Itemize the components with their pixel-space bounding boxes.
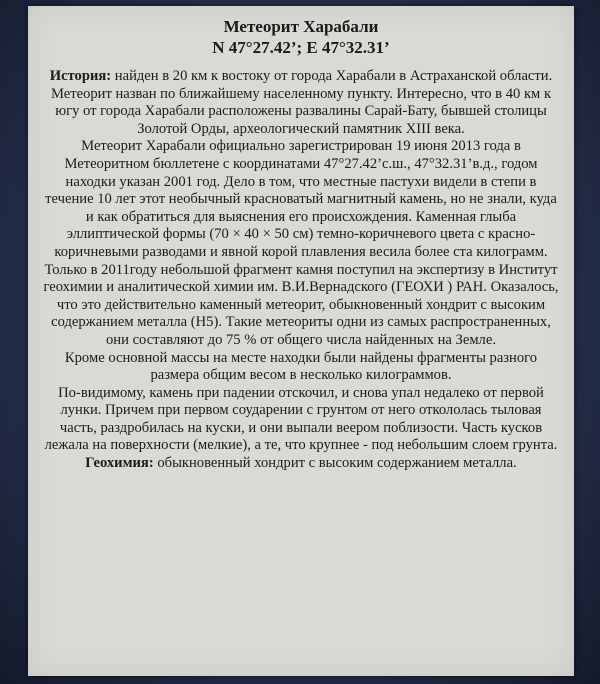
coordinates: N 47°27.42’; E 47°32.31’	[212, 38, 390, 57]
geochemistry-text: обыкновенный хондрит с высоким содержанием металла.	[157, 455, 517, 472]
history-text-1: найден в 20 км к востоку от города Харабали в Астраханской области. Метеорит назван по ближайшему населенному пункту. Интересно, что в 40 км к югу от города Харабали расположены развалины Сарай-Бату, бывшей столицы Золотой Орды, археологический памятник XIII века.	[50, 68, 553, 137]
geochemistry-label: Геохимия:	[85, 455, 154, 472]
placard-title: Метеорит Харабали	[223, 17, 379, 36]
history-paragraph-2: Метеорит Харабали официально зарегистрирован 19 июня 2013 года в Метеоритном бюллетене с координатами 47°27.42’с.ш., 47°32.31’в.д., годом находки указан 2001 год. Дело в том, что местные пастухи видели в степи в течение 10 лет этот необычный красноватый магнитный камень, но не знали, куда и как обратиться для выяснения его происхождения. Каменная глыба эллиптической формы (70 × 40 × 50 см) темно-коричневого цвета с красно-коричневыми разводами и явной корой плавления весила более ста килограмм.	[45, 138, 557, 260]
history-paragraph-4: Кроме основной массы на месте находки были найдены фрагменты разного размера общим весом в несколько килограммов.	[64, 349, 538, 384]
history-paragraph-5: По-видимому, камень при падении отскочил, и снова упал недалеко от первой лунки. Причем при первом соударении с грунтом от него откололась тыловая часть, раздробилась на куски, и они выпали веером поблизости. Часть кусков лежала на поверхности (мелкие), а те, что крупнее - под небольшим слоем грунта.	[44, 384, 558, 454]
history-paragraph-1	[42, 68, 560, 138]
placard-body	[42, 68, 560, 473]
geochemistry-paragraph	[42, 455, 560, 473]
info-placard	[28, 6, 574, 676]
history-label: История:	[49, 68, 112, 84]
history-paragraph-3: Только в 2011году небольшой фрагмент камня поступил на экспертизу в Институт геохимии и аналитической химии им. В.И.Вернадского (ГЕОХИ ) РАН. Оказалось, что это действительно каменный метеорит, обыкновенный хондрит с высоким содержанием металла (H5). Такие метеориты одни из самых распространенных, они составляют до 75 % от общего числа найденных на Земле.	[43, 261, 559, 348]
